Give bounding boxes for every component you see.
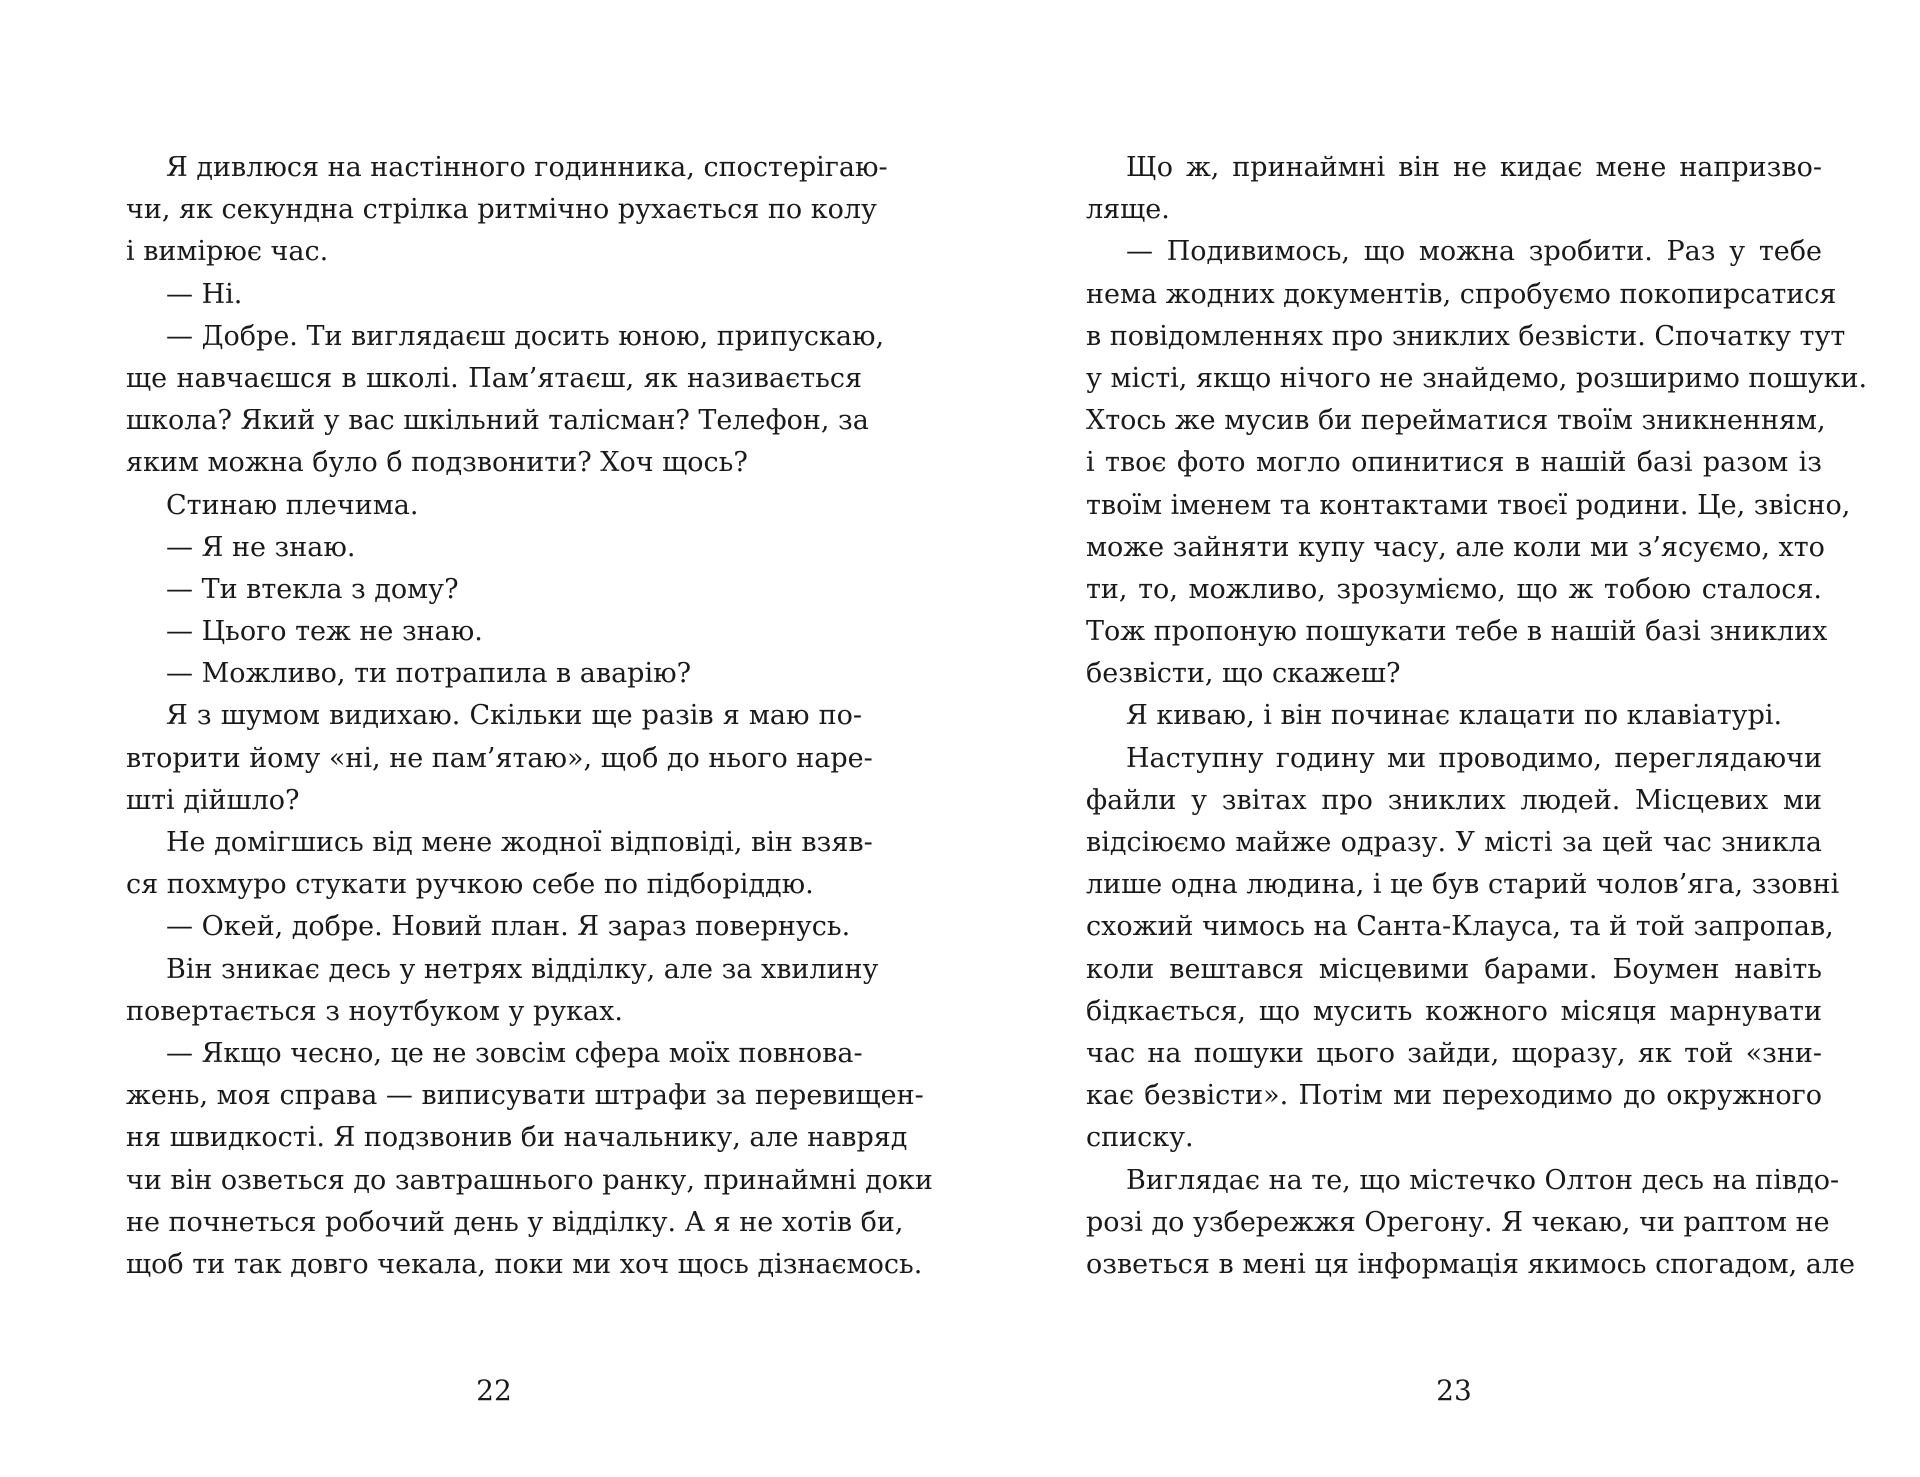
text-line: не почнеться робочий день у відділку. А я не хотів би,	[126, 1206, 904, 1238]
text-line: лише одна людина, і це був старий чолов’яга, ззовні	[1086, 869, 1840, 901]
text-line: шті дійшло?	[126, 784, 300, 816]
text-line: ня швидкості. Я подзвонив би начальнику, але навряд	[126, 1122, 908, 1154]
text-line: Він зникає десь у нетрях відділку, але за хвилину	[166, 953, 879, 985]
text-line: — Окей, добре. Новий план. Я зараз повернусь.	[166, 911, 851, 943]
text-line: Я киваю, і він починає клацати по клавіатурі.	[1126, 700, 1783, 732]
text-line: ще навчаєшся в школі. Пам’ятаєш, як називається	[126, 362, 862, 394]
text-line: ти, то, можливо, зрозуміємо, що ж тобою сталося.	[1086, 573, 1822, 605]
text-line: озветься в мені ця інформація якимось спогадом, але	[1086, 1248, 1855, 1280]
text-line: чи він озветься до завтрашнього ранку, принаймні доки	[126, 1164, 933, 1196]
text-line: і твоє фото могло опинитися в нашій базі разом із	[1086, 447, 1822, 479]
text-line: відсіюємо майже одразу. У місті за цей час зникла	[1086, 827, 1822, 858]
left-page-text	[126, 147, 933, 1286]
text-line: ся похмуро стукати ручкою себе по підборіддю.	[126, 869, 814, 901]
text-line: твоїм іменем та контактами твоєї родини. Це, звісно,	[1086, 489, 1851, 521]
text-line: яким можна було б подзвонити? Хоч щось?	[126, 447, 748, 479]
text-line: Що ж, принаймні він не кидає мене напризво-	[1126, 152, 1822, 183]
text-line: Наступну годину ми проводимо, переглядаючи	[1126, 742, 1822, 774]
text-line: час на пошуки цього зайди, щоразу, як той «зни-	[1086, 1037, 1822, 1069]
text-line: у місті, якщо нічого не знайдемо, розширимо пошуки.	[1086, 362, 1868, 394]
text-line: файли у звітах про зниклих людей. Місцевих ми	[1086, 784, 1822, 816]
text-line: в повідомленнях про зниклих безвісти. Спочатку тут	[1086, 320, 1846, 352]
text-line: — Ти втекла з дому?	[166, 573, 459, 605]
right-page	[1086, 147, 1868, 1286]
text-line: кає безвісти». Потім ми переходимо до окружного	[1086, 1080, 1822, 1112]
text-line: Я дивлюся на настінного годинника, спостерігаю-	[166, 152, 888, 183]
text-line: і вимірює час.	[126, 236, 329, 268]
text-line: списку.	[1086, 1122, 1194, 1154]
text-line: Стинаю плечима.	[166, 489, 419, 521]
text-line: — Добре. Ти виглядаєш досить юною, припускаю,	[166, 320, 885, 352]
text-line: Тож пропоную пошукати тебе в нашій базі зниклих	[1086, 616, 1828, 648]
right-page-text	[1086, 147, 1868, 1286]
text-line: безвісти, що скажеш?	[1086, 658, 1401, 690]
text-line: Хтось же мусив би перейматися твоїм зникненням,	[1086, 405, 1826, 437]
text-line: вторити йому «ні, не пам’ятаю», щоб до нього наре-	[126, 742, 873, 774]
text-line: коли вештався місцевими барами. Боумен навіть	[1086, 953, 1822, 985]
text-line: — Подивимось, що можна зробити. Раз у тебе	[1126, 236, 1822, 268]
left-page-number: 22	[476, 1374, 512, 1407]
text-line: жень, моя справа — виписувати штрафи за перевищен-	[126, 1080, 924, 1112]
right-page-number: 23	[1436, 1374, 1472, 1407]
text-line: розі до узбережжя Орегону. Я чекаю, чи раптом не	[1086, 1206, 1830, 1238]
text-line: — Можливо, ти потрапила в аварію?	[166, 658, 692, 690]
text-line: щоб ти так довго чекала, поки ми хоч щось дізнаємось.	[126, 1248, 923, 1280]
text-line: повертається з ноутбуком у руках.	[126, 995, 623, 1027]
text-line: — Я не знаю.	[166, 531, 356, 563]
text-line: — Цього теж не знаю.	[166, 616, 483, 648]
text-line: Я з шумом видихаю. Скільки ще разів я маю по-	[166, 700, 862, 732]
text-line: — Ні.	[166, 278, 243, 310]
text-line: нема жодних документів, спробуємо покопирсатися	[1086, 278, 1837, 310]
text-line: Виглядає на те, що містечко Олтон десь на півдо-	[1126, 1164, 1840, 1196]
text-line: Не домігшись від мене жодної відповіді, він взяв-	[166, 827, 873, 858]
text-line: бідкається, що мусить кожного місяця марнувати	[1086, 995, 1822, 1027]
text-line: схожий чимось на Санта-Клауса, та й той запропав,	[1086, 911, 1834, 943]
text-line: може зайняти купу часу, але коли ми з’ясуємо, хто	[1086, 531, 1825, 563]
text-line: чи, як секундна стрілка ритмічно рухається по колу	[126, 194, 877, 226]
text-line: школа? Який у вас шкільний талісман? Телефон, за	[126, 405, 869, 437]
text-line: — Якщо чесно, це не зовсім сфера моїх повнова-	[166, 1037, 863, 1069]
left-page	[126, 147, 933, 1286]
text-line: ляще.	[1086, 194, 1170, 226]
